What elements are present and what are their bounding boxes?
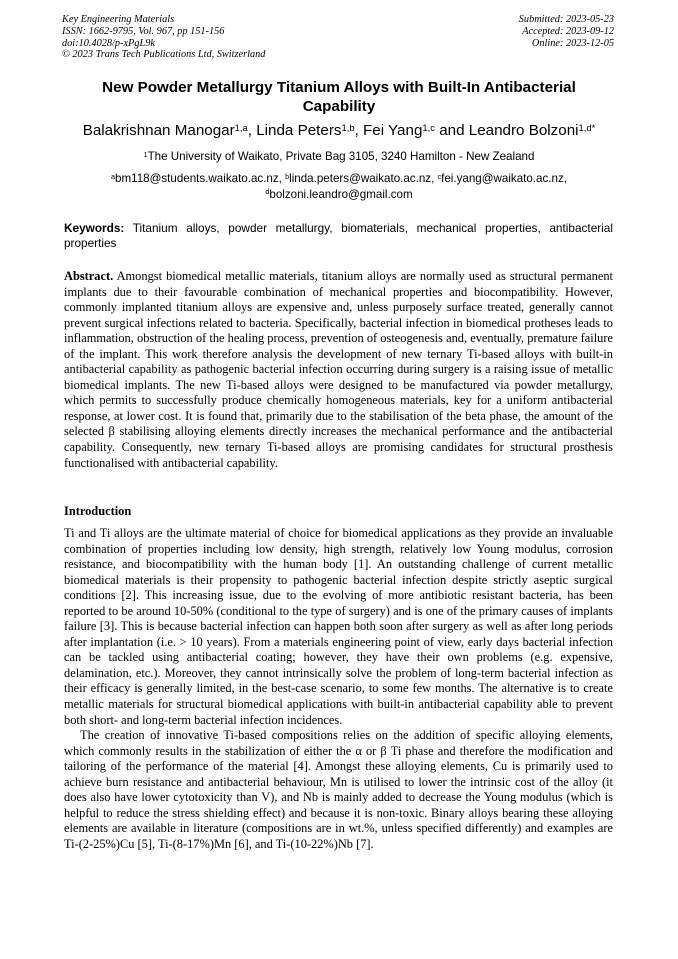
email-link[interactable]: bm118@students.waikato.ac.nz [115,172,279,185]
paragraph: The creation of innovative Ti-based compositions relies on the addition of specific alloying elements, which commonly results in the stabilization of either the α or β Ti phase and therefore the modification and tailoring of the performance of the material [4]. Amongst these alloying elements, Cu is primarily used to achieve burn resistance and antibacterial behaviour, Mn is utilised to lower the intrinsic cost of the alloy (it does also have lower cytotoxicity than V), and Nb is mainly added to decrease the Young modulus (which is helpful to reduce the stress shielding effect) and because it is non-toxic. Binary alloys bearing these alloying elements are available in literature (compositions are in wt.%, unless specified differently) and examples are Ti-(2-25%)Cu [5], Ti-(8-17%)Mn [6], and Ti-(10-22%)Nb [7]. [64,728,613,851]
abstract [64,269,613,471]
accepted-date: Accepted: 2023-09-12 [522,25,614,37]
journal-header [62,14,265,61]
abstract-label: Abstract. [64,269,114,283]
author: Leandro Bolzoni$^{1,d*}$ [468,121,596,139]
issn-line: ISSN: 1662-9795, Vol. 967, pp 151-156 [62,25,225,37]
keywords [64,221,613,250]
email-link[interactable]: bolzoni.leandro@gmail.com [269,187,413,201]
author-list: Balakrishnan Manogar$^{1,a}$, Linda Peters$^{1,b}$, Fei Yang$^{1,c}$ and Leandro Bolzoni$^{1,d*}$ [82,121,596,139]
author: Linda Peters$^{1,b}$ [256,121,355,139]
introduction-body [64,526,613,852]
submitted-date: Submitted: 2023-05-23 [518,14,614,25]
email-link[interactable]: fei.yang@waikato.ac.nz [441,172,564,185]
keywords-label: Keywords: [64,221,125,235]
journal-name: Key Engineering Materials [62,14,175,25]
paragraph: Ti and Ti alloys are the ultimate material of choice for biomedical applications as they provide an invaluable combination of properties including low density, high strength, relatively low Young modulus, corrosion resistance, and biocompatibility with the human body [1]. An outstanding challenge of current metallic biomedical materials is their propensity to pathogenic bacterial infection despite strictly aseptic surgical conditions [2]. This increasing issue, due to the evolving of more antibiotic resistant bacteria, has been reported to be around 10-50% (conditional to the type of surgery) and is one of the primary causes of implants failure [3]. This is because bacterial infection can happen both soon after surgery as well as after long periods after implantation (i.e. > 10 years). From a materials engineering point of view, early days bacterial infection can be tackled using antibacterial coating; however, they have their own problems (e.g. expensive, delamination, etc.). Moreover, they cannot intrinsically solve the problem of long-term bacterial infection as their efficacy is generally limited, in the best-case scenario, to some few months. The alternative is to create metallic materials for structural biomedical applications with built-in antibacterial capability able to prevent both short- and long-term bacterial infection incidences. [64,526,613,727]
section-heading-introduction: Introduction [64,504,132,518]
publication-dates [519,14,614,49]
keywords-text: Titanium alloys, powder metallurgy, biomaterials, mechanical properties, antibacterial properties [64,221,613,250]
online-date: Online: 2023-12-05 [531,37,614,49]
author: Fei Yang$^{1,c}$ [363,121,435,139]
doi[interactable]: doi:10.4028/p-xPgL9k [62,37,155,49]
affiliation: $^1$The University of Waikato, Private Bag 3105, 3240 Hamilton - New Zealand [143,149,535,163]
paper-title: New Powder Metallurgy Titanium Alloys with Built-In Antibacterial Capability [102,79,576,115]
email-link[interactable]: linda.peters@waikato.ac.nz [289,172,432,185]
copyright: © 2023 Trans Tech Publications Ltd, Switzerland [62,49,266,61]
author-emails: $^a$bm118@students.waikato.ac.nz, $^b$linda.peters@waikato.ac.nz, $^c$fei.yang@waikato.ac.nz, $^d$bolzoni.leandro@gmail.com [111,171,567,201]
abstract-text: Amongst biomedical metallic materials, titanium alloys are normally used as structural permanent implants due to their favourable combination of mechanical properties and biocompatibility. However, commonly implanted titanium alloys are expensive and, unless purposely surface treated, generally cannot prevent surgical infections related to bacteria. Specifically, bacterial infection in biomedical protheses leads to inflammation, obstruction of the healing process, prevention of osteogenesis and, eventually, premature failure of the implant. This work therefore analysis the development of new ternary Ti-based alloys with built-in antibacterial capability as pathogenic bacterial infection occurring during surgery is a raising issue of metallic biomedical implants. The new Ti-based alloys were designed to be manufactured via powder metallurgy, which permits to successfully produce chemically homogeneous materials, key for a uniform antibacterial response, at lower cost. It is found that, primarily due to the stabilisation of the beta phase, the amount of the selected β stabilising alloying elements directly increases the mechanical performance and the antibacterial capability. Consequently, new ternary Ti-based alloys are promising candidates for structural prosthesis functionalised with antibacterial capability. [64,269,613,470]
author: Balakrishnan Manogar$^{1,a}$ [82,121,248,139]
